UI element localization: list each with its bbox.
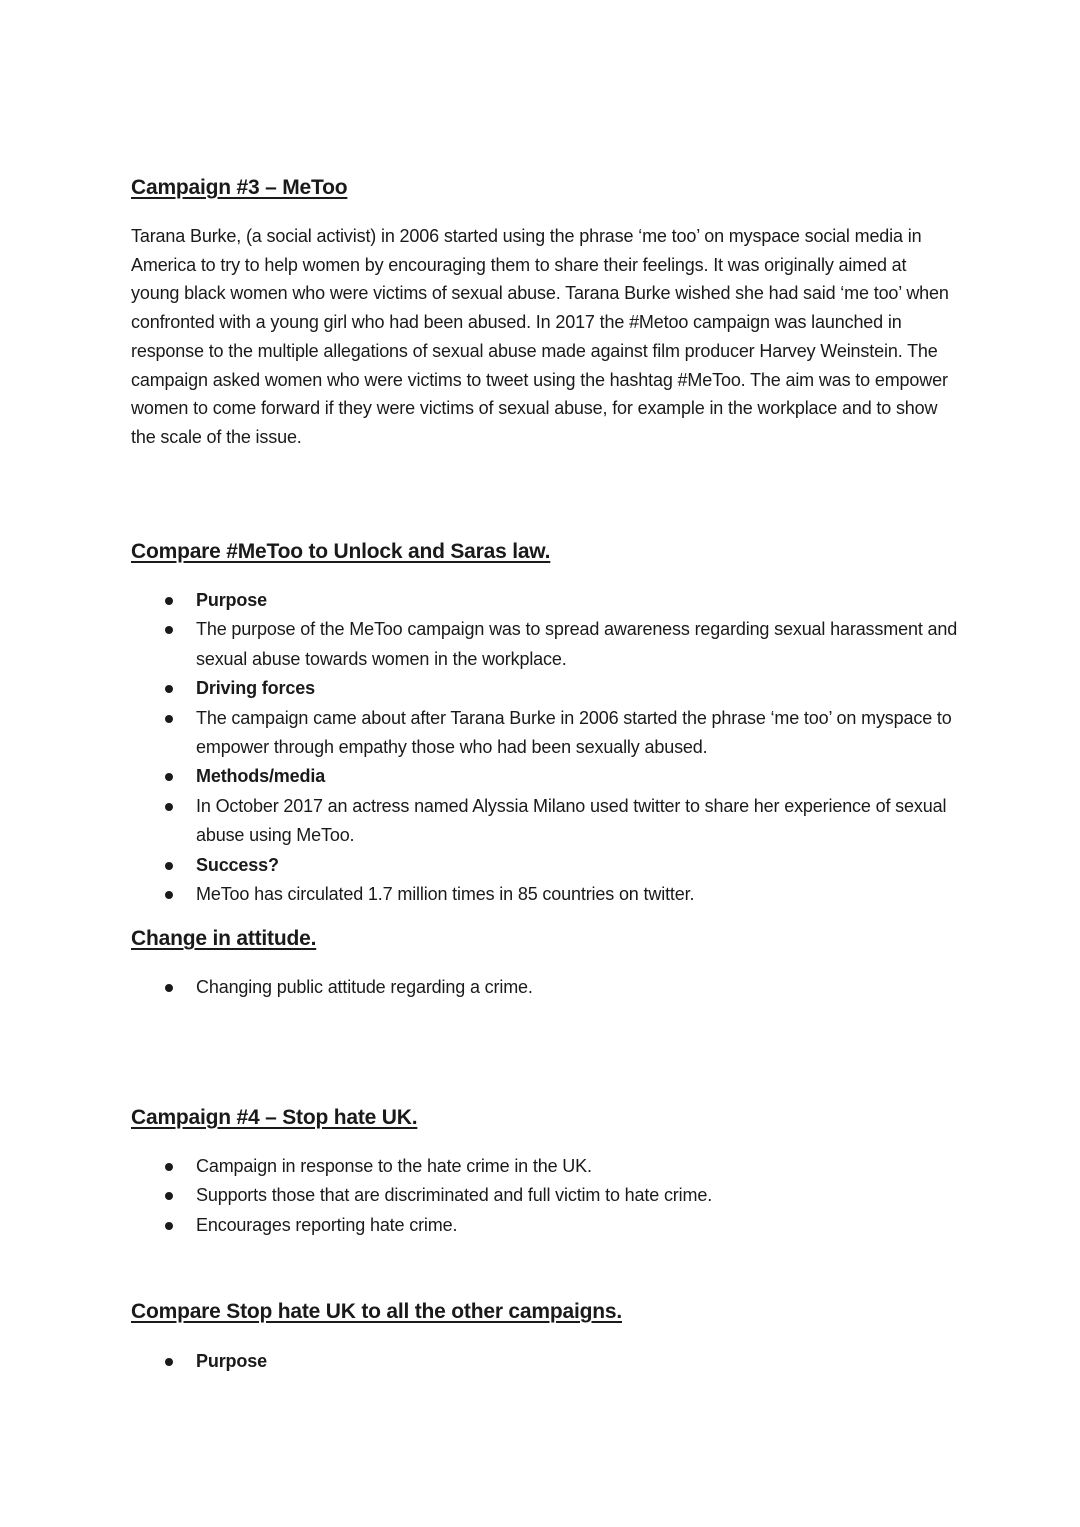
change-in-attitude-list [131,973,961,1002]
list-item-text: Encourages reporting hate crime. [196,1214,458,1235]
list-item-text: Success? [196,854,279,875]
bullet-icon [165,1192,173,1200]
list-item [131,851,961,880]
campaign-4-list [131,1152,961,1240]
compare-stop-hate-list [131,1347,961,1376]
list-item [131,704,961,763]
bullet-icon [165,803,173,811]
list-item-text: Campaign in response to the hate crime in the UK. [196,1156,592,1176]
list-item-text: Changing public attitude regarding a crime. [196,977,533,997]
list-item-text: The purpose of the MeToo campaign was to spread awareness regarding sexual harassment and sexual abuse towards women in the workplace. [196,619,958,669]
list-item-text: Supports those that are discriminated and full victim to hate crime. [196,1185,713,1206]
list-item-text: In October 2017 an actress named Alyssia Milano used twitter to share her experience of sexual abuse using MeToo. [196,795,947,846]
bullet-icon [165,1358,173,1366]
list-item-text: MeToo has circulated 1.7 million times in 85 countries on twitter. [196,884,695,905]
bullet-icon [165,773,173,781]
list-item [131,973,961,1002]
list-item [131,880,961,909]
bullet-icon [165,685,173,693]
compare-metoo-heading: Compare #MeToo to Unlock and Saras law. [131,540,551,563]
bullet-icon [165,1163,173,1171]
bullet-icon [165,597,173,605]
bullet-icon [165,862,173,870]
list-item [131,586,961,615]
list-item-text: Purpose [196,590,267,610]
campaign-4-heading: Campaign #4 – Stop hate UK. [131,1106,418,1129]
list-item [131,1347,961,1376]
list-item [131,792,961,851]
bullet-icon [165,626,173,634]
list-item [131,762,961,791]
list-item [131,674,961,703]
list-item-text: Driving forces [196,678,315,699]
bullet-icon [165,1222,173,1230]
list-item-text: The campaign came about after Tarana Burke in 2006 started the phrase ‘me too’ on myspace to empower through empathy those who had been sexually abused. [196,707,952,758]
list-item [131,615,961,674]
compare-stop-hate-heading: Compare Stop hate UK to all the other campaigns. [131,1300,622,1323]
campaign-3-heading: Campaign #3 – MeToo [131,176,348,199]
campaign-3-paragraph: Tarana Burke, (a social activist) in 2006 started using the phrase ‘me too’ on myspace social media in America to try to help women by encouraging them to share their feelings. It was originally aimed at young black women who were victims of sexual abuse. Tarana Burke wished she had said ‘me too’ when confronted with a young girl who had been abused. In 2017 the #Metoo campaign was launched in response to the multiple allegations of sexual abuse made against film producer Harvey Weinstein. The campaign asked women who were victims to tweet using the hashtag #MeToo. The aim was to empower women to come forward if they were victims of sexual abuse, for example in the workplace and to show the scale of the issue. [131,226,949,447]
list-item-text: Methods/media [196,766,326,787]
bullet-icon [165,715,173,723]
bullet-icon [165,984,173,992]
list-item [131,1181,961,1210]
bullet-icon [165,891,173,899]
change-in-attitude-heading: Change in attitude. [131,927,317,950]
compare-metoo-list [131,586,961,909]
list-item [131,1211,961,1240]
list-item-text: Purpose [196,1351,267,1371]
list-item [131,1152,961,1181]
